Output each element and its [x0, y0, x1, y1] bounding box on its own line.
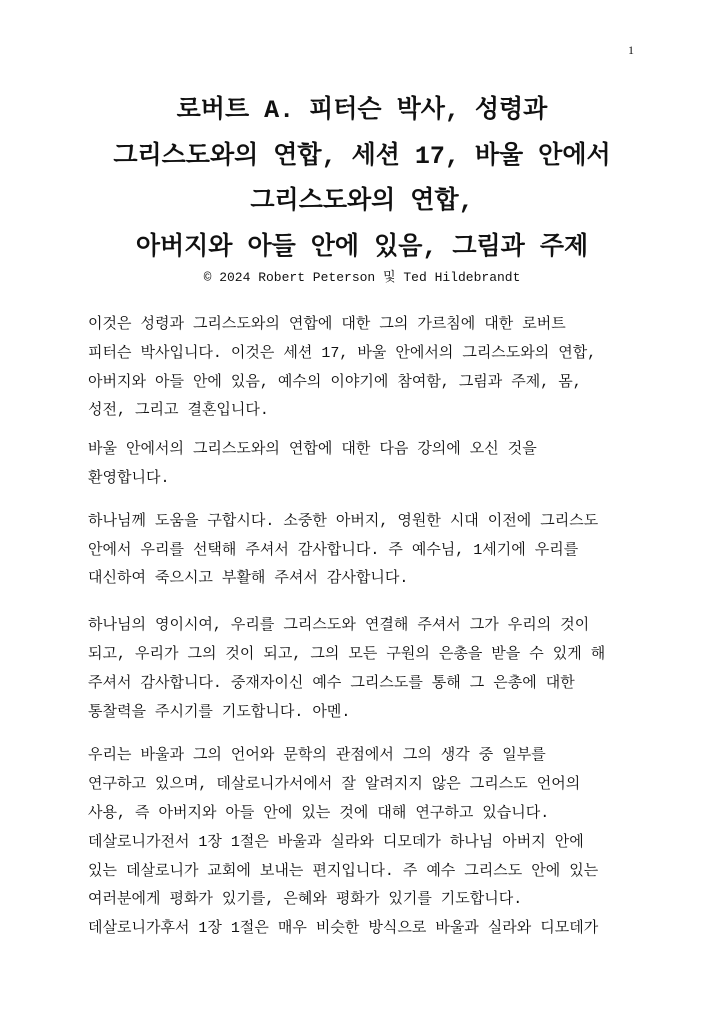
- paragraph-welcome: [88, 436, 636, 494]
- document-body: [88, 311, 636, 944]
- paragraph-prayer: [88, 508, 636, 594]
- paragraph-line: 통찰력을 주시기를 기도합니다. 아멘.: [88, 703, 351, 721]
- paragraph-line: 되고, 우리가 그의 것이 되고, 그의 모든 구원의 은총을 받을 수 있게 해: [88, 645, 606, 663]
- paragraph-line: 있는 데살로니가 교회에 보내는 편지입니다. 주 예수 그리스도 안에 있는: [88, 862, 599, 880]
- title-line: 그리스도와의 연합, 세션 17, 바울 안에서: [113, 141, 611, 171]
- paragraph-line: 데살로니가전서 1장 1절은 바울과 실라와 디모데가 하나님 아버지 안에: [88, 833, 584, 851]
- paragraph-line: 바울 안에서의 그리스도와의 연합에 대한 다음 강의에 오신 것을: [88, 441, 537, 459]
- paragraph-line: 연구하고 있으며, 데살로니가서에서 잘 알려지지 않은 그리스도 언어의: [88, 776, 581, 794]
- title-line: 로버트 A. 피터슨 박사, 성령과: [176, 96, 548, 125]
- paragraph-line: 아버지와 아들 안에 있음, 예수의 이야기에 참여함, 그림과 주제, 몸,: [88, 373, 582, 391]
- paragraph-line: 여러분에게 평화가 있기를, 은혜와 평화가 있기를 기도합니다.: [88, 891, 523, 909]
- paragraph-line: 안에서 우리를 선택해 주셔서 감사합니다. 주 예수님, 1세기에 우리를: [88, 541, 579, 559]
- page-number: 1: [628, 43, 634, 57]
- paragraph-thessalonians: [88, 742, 636, 944]
- paragraph-line: 이것은 성령과 그리스도와의 연합에 대한 그의 가르침에 대한 로버트: [88, 316, 566, 333]
- paragraph-line: 피터슨 박사입니다. 이것은 세션 17, 바울 안에서의 그리스도와의 연합,: [88, 344, 597, 362]
- paragraph-intro: [88, 311, 636, 426]
- title-line: 그리스도와의 연합,: [250, 187, 474, 217]
- document-title: [0, 88, 724, 270]
- paragraph-line: 하나님께 도움을 구합시다. 소중한 아버지, 영원한 시대 이전에 그리스도: [88, 512, 599, 530]
- paragraph-line: 성전, 그리고 결혼입니다.: [88, 402, 269, 420]
- copyright-line: © 2024 Robert Peterson 및 Ted Hildebrandt: [203, 270, 521, 285]
- paragraph-line: 환영합니다.: [88, 469, 170, 487]
- paragraph-line: 우리는 바울과 그의 언어와 문학의 관점에서 그의 생각 중 일부를: [88, 747, 546, 765]
- paragraph-prayer-spirit: [88, 612, 636, 727]
- paragraph-line: 주셔서 감사합니다. 중재자이신 예수 그리스도를 통해 그 은총에 대한: [88, 674, 575, 692]
- paragraph-line: 대신하여 죽으시고 부활해 주셔서 감사합니다.: [88, 570, 409, 588]
- paragraph-line: 데살로니가후서 1장 1절은 매우 비슷한 방식으로 바울과 실라와 디모데가: [88, 920, 599, 938]
- paragraph-line: 하나님의 영이시여, 우리를 그리스도와 연결해 주셔서 그가 우리의 것이: [88, 617, 590, 635]
- title-line: 아버지와 아들 안에 있음, 그림과 주제: [135, 232, 589, 262]
- paragraph-line: 사용, 즉 아버지와 아들 안에 있는 것에 대해 연구하고 있습니다.: [88, 804, 550, 822]
